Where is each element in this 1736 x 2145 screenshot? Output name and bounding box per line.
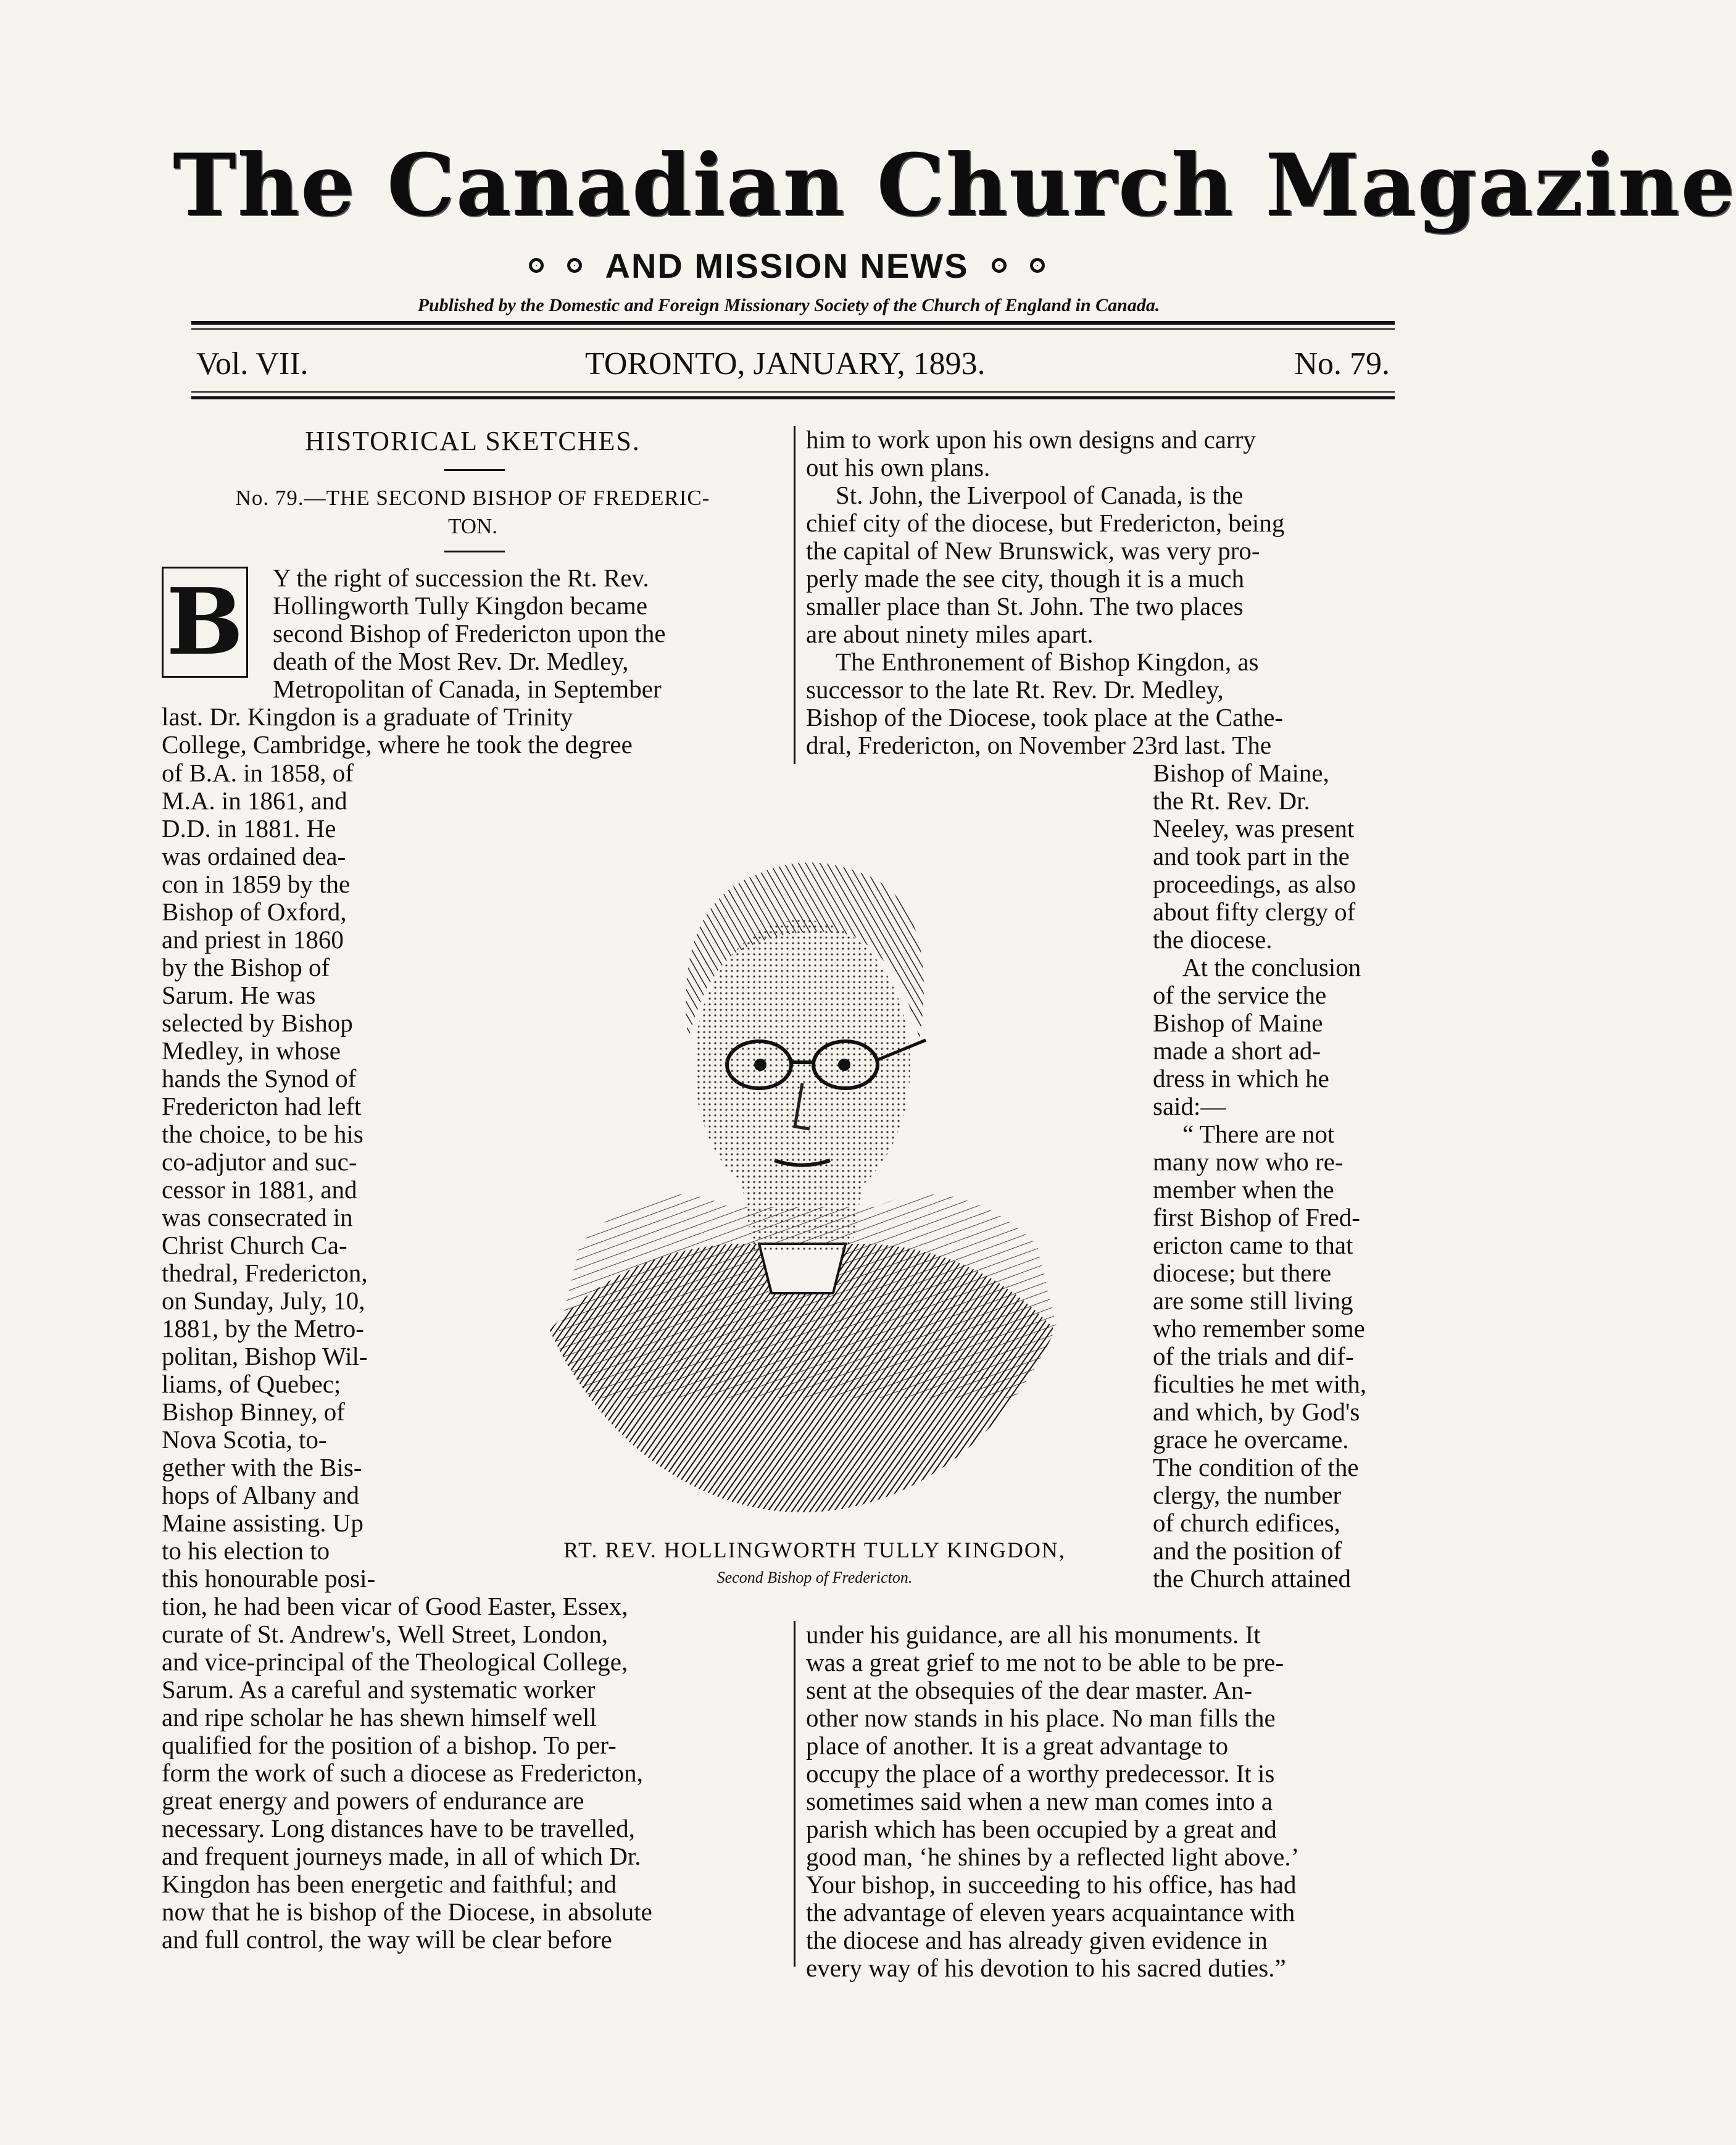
- left-eye: [754, 1059, 766, 1071]
- text-line: the diocese and has already given evidence in: [806, 1926, 1268, 1954]
- text-line: co-adjutor and suc-: [162, 1147, 357, 1176]
- masthead-rule-thin: [191, 328, 1395, 330]
- text-line: are about ninety miles apart.: [806, 620, 1094, 648]
- issue-line: [196, 343, 1390, 386]
- text-line: the capital of New Brunswick, was very pro-: [806, 536, 1260, 565]
- text-line: this honourable posi-: [162, 1564, 376, 1593]
- right-bottom-column: [806, 1621, 1427, 1982]
- text-line: con in 1859 by the: [162, 870, 351, 898]
- text-line: good man, ‘he shines by a reflected light above.’: [806, 1843, 1300, 1871]
- left-top-full: [162, 703, 784, 759]
- text-line: sent at the obsequies of the dear master. An-: [806, 1676, 1252, 1704]
- text-line: of the service the: [1153, 981, 1327, 1009]
- text-line: who remember some: [1153, 1314, 1365, 1343]
- text-line: D.D. in 1881. He: [162, 814, 336, 843]
- text-line: are some still living: [1153, 1286, 1353, 1315]
- publisher-line: Published by the Domestic and Foreign Missionary Society of the Church of England in Canada.: [417, 295, 1160, 315]
- text-line: Bishop of Oxford,: [162, 898, 347, 926]
- text-line: smaller place than St. John. The two places: [806, 592, 1244, 620]
- text-line: said:—: [1153, 1092, 1226, 1120]
- text-line: by the Bishop of: [162, 953, 330, 981]
- text-line: the choice, to be his: [162, 1120, 363, 1148]
- text-line: Bishop of Maine,: [1153, 759, 1329, 787]
- text-line: selected by Bishop: [162, 1009, 353, 1037]
- text-line: many now who re-: [1153, 1147, 1344, 1176]
- magazine-title: The Canadian Church Magazine: [173, 135, 1736, 235]
- text-line: St. John, the Liverpool of Canada, is the: [836, 481, 1244, 509]
- text-line: successor to the late Rt. Rev. Dr. Medley,: [806, 675, 1224, 704]
- text-line: under his guidance, are all his monuments. It: [806, 1620, 1261, 1649]
- text-line: and ripe scholar he has shewn himself well: [162, 1703, 597, 1731]
- text-line: hops of Albany and: [162, 1481, 359, 1509]
- text-line: was a great grief to me not to be able to be pre-: [806, 1648, 1284, 1676]
- text-line: Sarum. He was: [162, 981, 316, 1009]
- text-line: last. Dr. Kingdon is a graduate of Trinity: [162, 702, 573, 731]
- text-line: second Bishop of Fredericton upon the: [273, 619, 666, 648]
- text-line: Bishop of the Diocese, took place at the Cathe-: [806, 703, 1284, 731]
- text-line: Maine assisting. Up: [162, 1509, 363, 1537]
- text-line: the diocese.: [1153, 925, 1273, 954]
- text-line: about fifty clergy of: [1153, 898, 1356, 926]
- text-line: dral, Fredericton, on November 23rd last. The: [806, 731, 1272, 759]
- text-line: was consecrated in: [162, 1203, 353, 1231]
- text-line: chief city of the diocese, but Fredericton, being: [806, 509, 1285, 537]
- text-line: Neeley, was present: [1153, 814, 1355, 843]
- text-line: diocese; but there: [1153, 1259, 1332, 1287]
- issue-number: No. 79.: [1294, 346, 1390, 381]
- text-line: ficulties he met with,: [1153, 1370, 1367, 1398]
- text-line: Your bishop, in succeeding to his office, has had: [806, 1870, 1297, 1899]
- text-line: place of another. It is a great advantage to: [806, 1731, 1229, 1760]
- text-line: proceedings, as also: [1153, 870, 1356, 898]
- text-line: Metropolitan of Canada, in September: [273, 675, 662, 703]
- volume-number: Vol. VII.: [196, 346, 309, 381]
- text-line: gether with the Bis-: [162, 1453, 362, 1481]
- text-line: Kingdon has been energetic and faithful; and: [162, 1870, 617, 1898]
- text-line: and full control, the way will be clear before: [162, 1925, 612, 1954]
- article-subtitle-line1: No. 79.—THE SECOND BISHOP OF FREDERIC-: [235, 486, 710, 510]
- text-line: Hollingworth Tully Kingdon became: [273, 591, 648, 620]
- text-line: death of the Most Rev. Dr. Medley,: [273, 647, 629, 675]
- column-separator: [794, 1621, 795, 1967]
- text-line: Sarum. As a careful and systematic worker: [162, 1675, 596, 1704]
- text-line: the Rt. Rev. Dr.: [1153, 786, 1310, 815]
- text-line: M.A. in 1861, and: [162, 786, 347, 815]
- text-line: 1881, by the Metro-: [162, 1314, 364, 1343]
- text-line: and the position of: [1153, 1536, 1342, 1565]
- text-line: dress in which he: [1153, 1064, 1329, 1093]
- ornament-icon: [529, 258, 544, 273]
- text-line: was ordained dea-: [162, 842, 346, 870]
- text-line: At the conclusion: [1182, 953, 1361, 981]
- text-line: tion, he had been vicar of Good Easter, Essex,: [162, 1592, 628, 1620]
- portrait-caption-sub: Second Bishop of Fredericton.: [716, 1568, 913, 1586]
- right-narrow-column: [1153, 759, 1424, 1593]
- text-line: qualified for the position of a bishop. To per-: [162, 1731, 617, 1759]
- heading-rule: [444, 469, 505, 471]
- text-line: to his election to: [162, 1536, 330, 1565]
- left-bottom-column: [162, 1593, 784, 1954]
- issue-rule-thick: [191, 396, 1395, 399]
- right-eye: [838, 1059, 850, 1071]
- text-line: now that he is bishop of the Diocese, in absolute: [162, 1897, 652, 1926]
- text-line: clergy, the number: [1153, 1481, 1342, 1509]
- text-line: of B.A. in 1858, of: [162, 759, 354, 787]
- left-narrow-column: [162, 759, 428, 1593]
- text-line: cessor in 1881, and: [162, 1175, 357, 1204]
- text-line: occupy the place of a worthy predecessor. It is: [806, 1759, 1275, 1788]
- magazine-subtitle: AND MISSION NEWS: [605, 246, 969, 285]
- text-line: curate of St. Andrew's, Well Street, London,: [162, 1620, 608, 1648]
- text-line: Fredericton had left: [162, 1092, 362, 1120]
- text-line: Medley, in whose: [162, 1036, 341, 1065]
- text-line: perly made the see city, though it is a much: [806, 564, 1245, 593]
- text-line: hands the Synod of: [162, 1064, 357, 1093]
- text-line: form the work of such a diocese as Fredericton,: [162, 1759, 643, 1787]
- text-line: and vice-principal of the Theological College,: [162, 1647, 628, 1676]
- column-separator: [794, 426, 795, 764]
- text-line: every way of his devotion to his sacred duties.”: [806, 1954, 1286, 1982]
- text-line: him to work upon his own designs and carry: [806, 425, 1256, 454]
- text-line: “ There are not: [1182, 1120, 1335, 1148]
- portrait-caption: RT. REV. HOLLINGWORTH TULLY KINGDON,: [563, 1538, 1066, 1562]
- ornament-icon: [1030, 258, 1045, 273]
- text-line: and priest in 1860: [162, 925, 344, 954]
- text-line: first Bishop of Fred-: [1153, 1203, 1360, 1231]
- text-line: College, Cambridge, where he took the degree: [162, 730, 633, 759]
- text-line: politan, Bishop Wil-: [162, 1342, 368, 1370]
- text-line: member when the: [1153, 1175, 1334, 1204]
- clerical-collar: [759, 1244, 845, 1293]
- text-line: and frequent journeys made, in all of which Dr.: [162, 1842, 641, 1870]
- left-top-indented: [273, 564, 784, 703]
- section-title: HISTORICAL SKETCHES.: [305, 426, 641, 456]
- text-line: Y the right of succession the Rt. Rev.: [273, 564, 649, 592]
- text-line: made a short ad-: [1153, 1036, 1321, 1065]
- text-line: parish which has been occupied by a great and: [806, 1815, 1277, 1843]
- text-line: Bishop of Maine: [1153, 1009, 1323, 1037]
- masthead-rule: [191, 321, 1395, 325]
- subtitle-row: [432, 241, 1142, 290]
- text-line: ericton came to that: [1153, 1231, 1353, 1259]
- text-line: the Church attained: [1153, 1564, 1352, 1593]
- text-line: and took part in the: [1153, 842, 1350, 870]
- drop-cap: B: [162, 567, 248, 678]
- bishop-portrait: [469, 775, 1136, 1522]
- place-date: TORONTO, JANUARY, 1893.: [585, 346, 986, 381]
- text-line: the advantage of eleven years acquaintance with: [806, 1898, 1295, 1926]
- text-line: The condition of the: [1153, 1453, 1359, 1481]
- text-line: The Enthronement of Bishop Kingdon, as: [836, 648, 1259, 676]
- text-line: out his own plans.: [806, 453, 991, 481]
- text-line: of the trials and dif-: [1153, 1342, 1354, 1370]
- heading-rule: [444, 551, 505, 552]
- text-line: on Sunday, July, 10,: [162, 1286, 365, 1315]
- text-line: of church edifices,: [1153, 1509, 1340, 1537]
- ornament-icon: [992, 258, 1007, 273]
- text-line: necessary. Long distances have to be travelled,: [162, 1814, 635, 1843]
- text-line: grace he overcame.: [1153, 1425, 1349, 1454]
- right-top-column: [806, 426, 1427, 759]
- text-line: Nova Scotia, to-: [162, 1425, 327, 1454]
- text-line: thedral, Fredericton,: [162, 1259, 368, 1287]
- ornament-icon: [567, 258, 582, 273]
- text-line: other now stands in his place. No man fills the: [806, 1704, 1276, 1732]
- issue-rule: [191, 391, 1395, 393]
- article-subtitle-line2: TON.: [447, 514, 498, 538]
- text-line: sometimes said when a new man comes into a: [806, 1787, 1273, 1815]
- text-line: and which, by God's: [1153, 1397, 1360, 1426]
- text-line: liams, of Quebec;: [162, 1370, 341, 1398]
- text-line: great energy and powers of endurance are: [162, 1786, 584, 1815]
- text-line: Bishop Binney, of: [162, 1397, 345, 1426]
- text-line: Christ Church Ca-: [162, 1231, 347, 1259]
